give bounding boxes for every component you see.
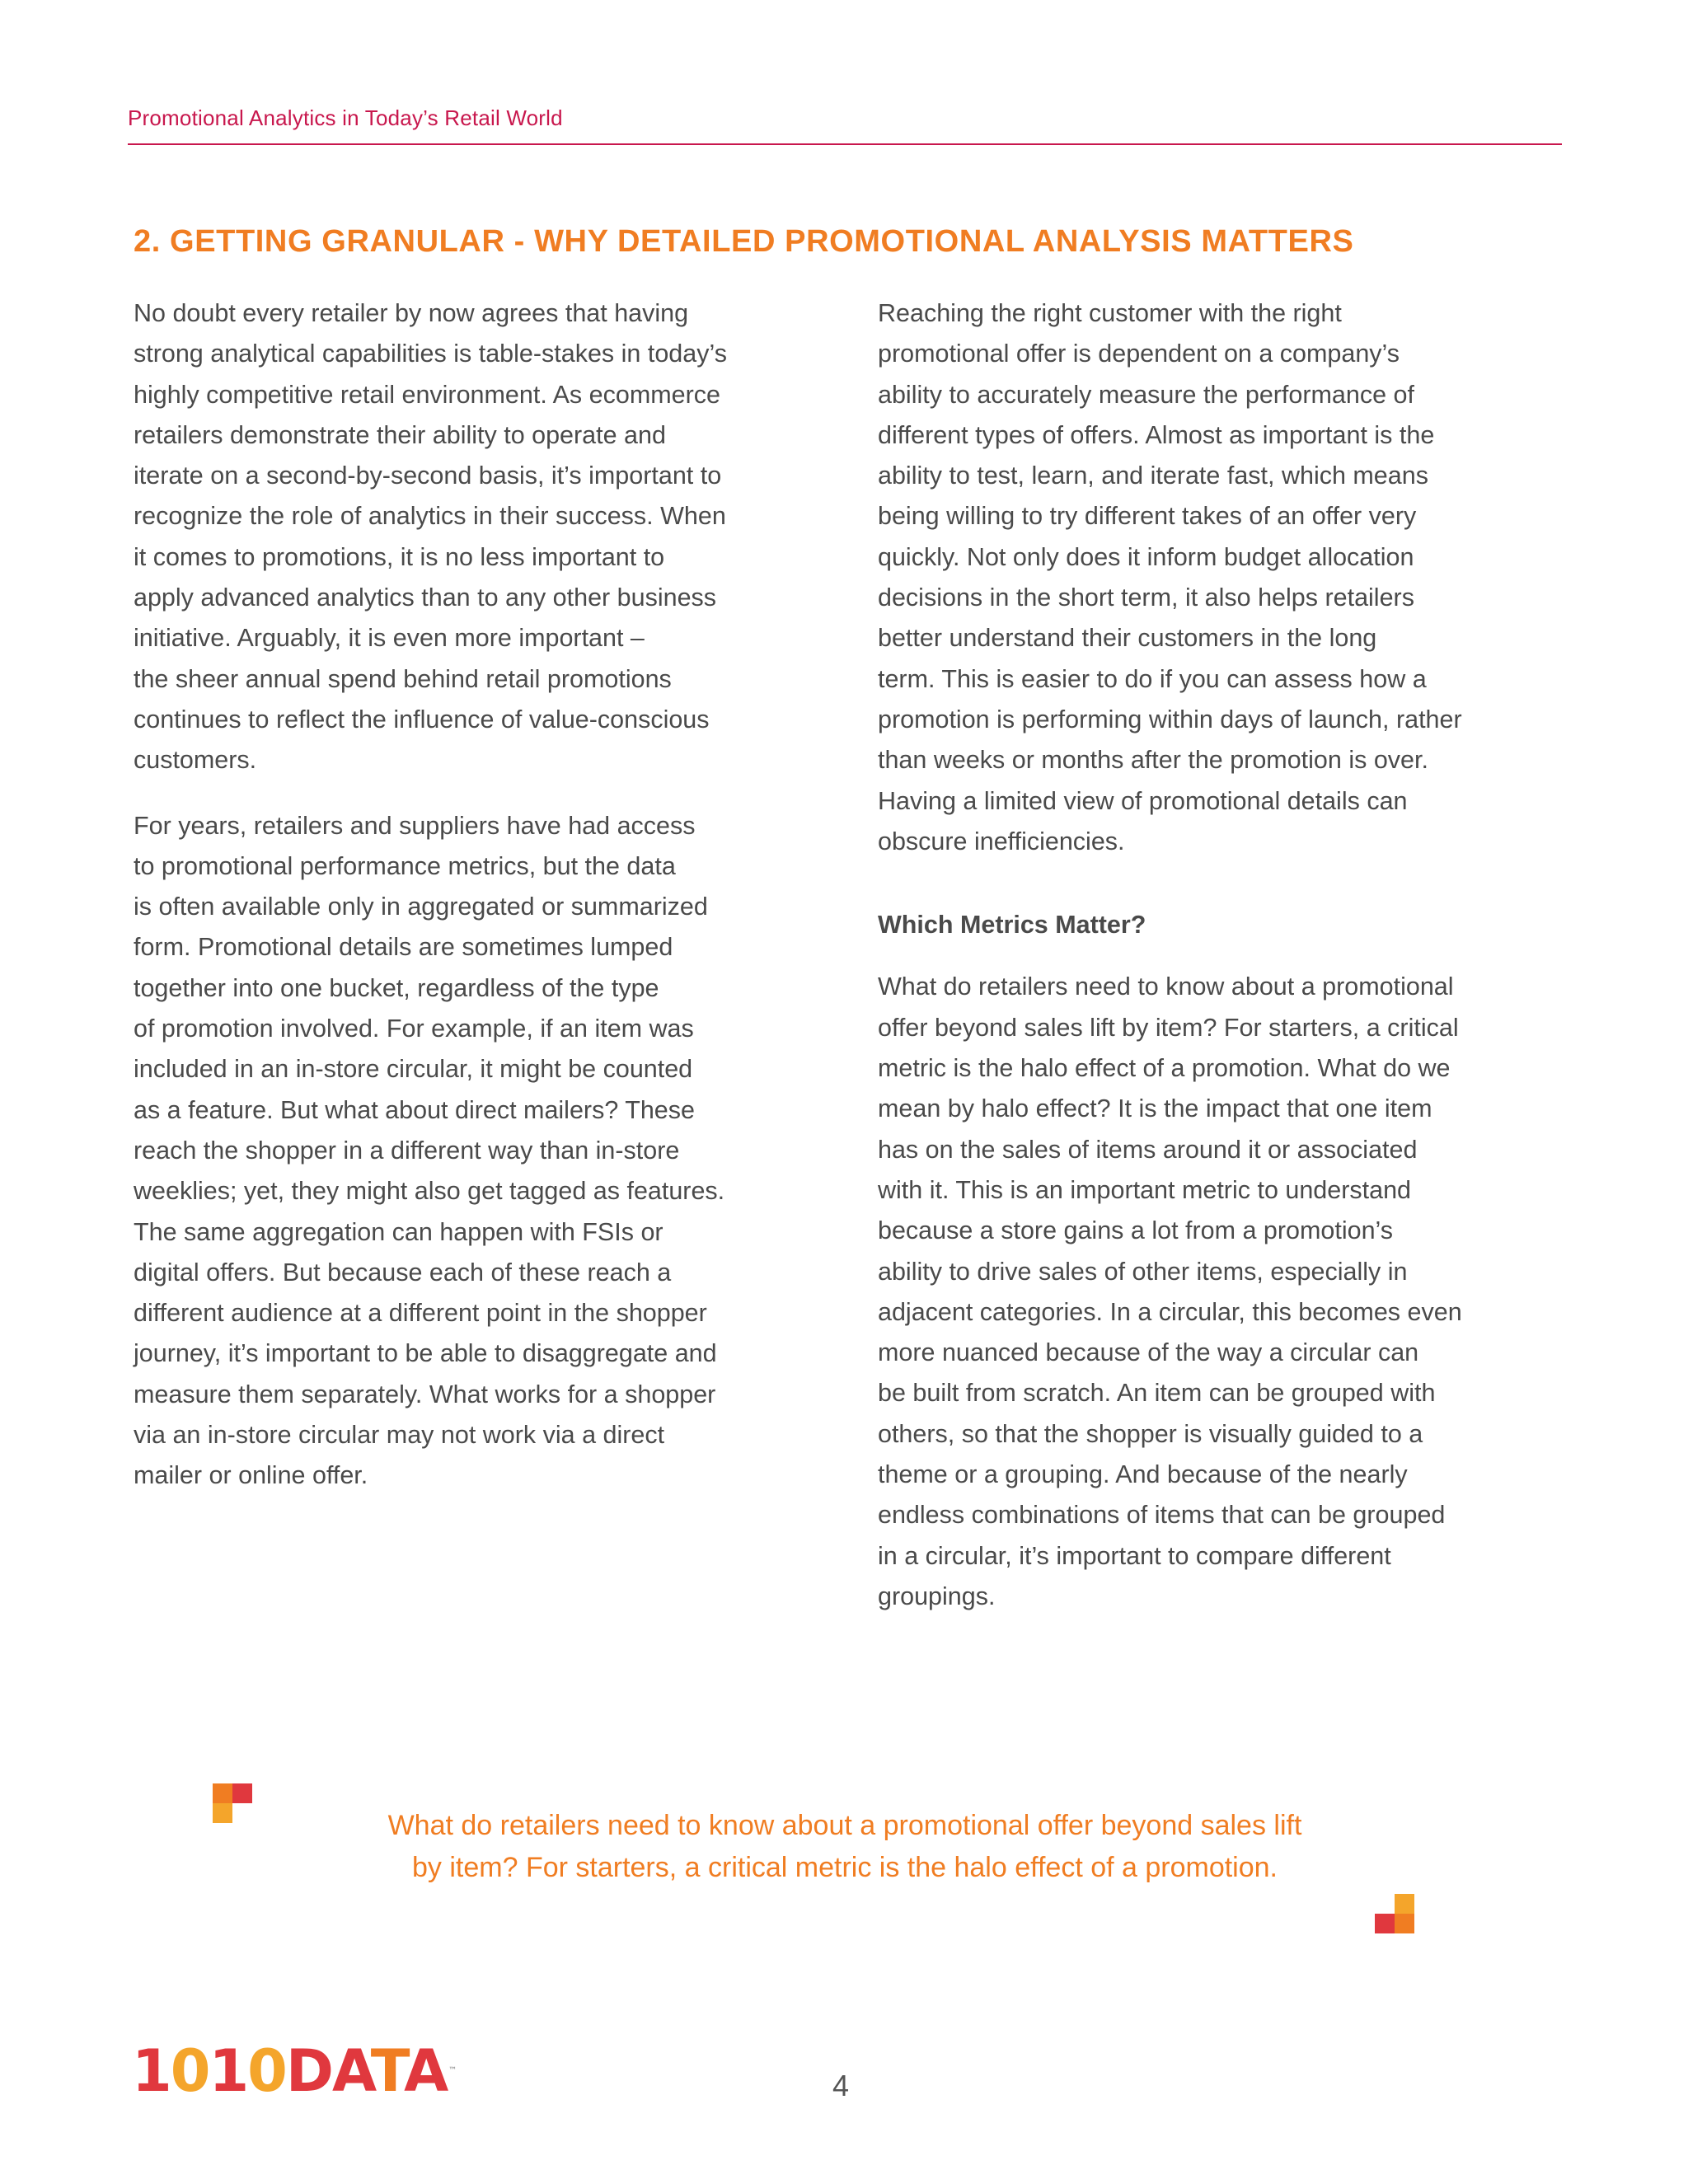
text-line: metric is the halo effect of a promotion. What do we xyxy=(878,1054,1451,1083)
logo-letter: 0 xyxy=(247,2037,286,2105)
text-line: mailer or online offer. xyxy=(134,1461,368,1490)
text-line: as a feature. But what about direct mailers? These xyxy=(134,1095,695,1124)
text-line: mean by halo effect? It is the impact that one item xyxy=(878,1094,1432,1123)
text-line: being willing to try different takes of an offer very xyxy=(878,502,1417,531)
company-logo xyxy=(132,2037,457,2105)
right-paragraph-1 xyxy=(878,293,1574,862)
text-line: Having a limited view of promotional details can xyxy=(878,786,1408,815)
text-line: form. Promotional details are sometimes lumped xyxy=(134,933,673,962)
text-line: measure them separately. What works for a shopper xyxy=(134,1380,716,1408)
page-number: 4 xyxy=(832,2069,850,2102)
text-line: the sheer annual spend behind retail promotions xyxy=(134,664,672,693)
text-line: Reaching the right customer with the right xyxy=(878,299,1342,327)
text-line: better understand their customers in the long xyxy=(878,624,1377,653)
text-line: groupings. xyxy=(878,1582,996,1610)
text-line: weeklies; yet, they might also get tagged as features. xyxy=(134,1177,725,1206)
text-line: theme or a grouping. And because of the nearly xyxy=(878,1460,1408,1489)
text-line: highly competitive retail environment. As ecommerce xyxy=(134,380,720,409)
text-line: The same aggregation can happen with FSIs or xyxy=(134,1217,663,1246)
text-line: together into one bucket, regardless of the type xyxy=(134,973,659,1002)
text-line: What do retailers need to know about a promotional xyxy=(878,972,1454,1001)
text-line: more nuanced because of the way a circular can xyxy=(878,1338,1419,1367)
text-line: different audience at a different point in the shopper xyxy=(134,1299,707,1328)
text-line: adjacent categories. In a circular, this becomes even xyxy=(878,1297,1462,1326)
text-line: retailers demonstrate their ability to operate and xyxy=(134,420,666,449)
running-header: Promotional Analytics in Today’s Retail World xyxy=(128,105,563,130)
text-line: is often available only in aggregated or summarized xyxy=(134,893,708,921)
text-line: recognize the role of analytics in their success. When xyxy=(134,502,726,531)
text-line: What do retailers need to know about a promotional offer beyond sales lift xyxy=(387,1810,1302,1841)
text-line: ability to test, learn, and iterate fast, which means xyxy=(878,462,1428,490)
right-paragraph-2 xyxy=(878,967,1574,1617)
text-line: has on the sales of items around it or associated xyxy=(878,1135,1418,1164)
text-line: via an in-store circular may not work via a direct xyxy=(134,1421,665,1450)
text-line: promotional offer is dependent on a company’s xyxy=(878,340,1400,368)
logo-letter: 0 xyxy=(170,2037,209,2105)
text-line: to promotional performance metrics, but the data xyxy=(134,851,676,880)
text-line: offer beyond sales lift by item? For starters, a critical xyxy=(878,1013,1459,1042)
text-line: with it. This is an important metric to understand xyxy=(878,1175,1411,1204)
text-line: by item? For starters, a critical metric is the halo effect of a promotion. xyxy=(412,1852,1278,1883)
text-line: included in an in-store circular, it might be counted xyxy=(134,1055,693,1084)
header-rule xyxy=(128,143,1562,145)
text-line: customers. xyxy=(134,746,257,775)
logo-letter: A xyxy=(331,2037,371,2105)
trademark-mark: ™ xyxy=(448,2066,457,2075)
text-line: quickly. Not only does it inform budget allocation xyxy=(878,542,1414,571)
text-line: journey, it’s important to be able to disaggregate and xyxy=(134,1339,717,1368)
text-line: iterate on a second-by-second basis, it’s important to xyxy=(134,462,722,490)
text-line: than weeks or months after the promotion is over. xyxy=(878,746,1428,775)
logo-letter: T xyxy=(370,2037,405,2105)
text-line: term. This is easier to do if you can assess how a xyxy=(878,664,1427,693)
text-line: because a store gains a lot from a promotion’s xyxy=(878,1216,1394,1245)
logo-letter: 1 xyxy=(209,2037,248,2105)
section-title: 2. GETTING GRANULAR - WHY DETAILED PROMOTIONAL ANALYSIS MATTERS xyxy=(134,224,1354,259)
text-line: obscure inefficiencies. xyxy=(878,827,1125,855)
text-line: ability to drive sales of other items, especially in xyxy=(878,1257,1408,1286)
text-line: ability to accurately measure the performance of xyxy=(878,380,1414,409)
text-line: continues to reflect the influence of value-conscious xyxy=(134,705,710,733)
left-paragraph-2 xyxy=(134,806,830,1497)
logo-letter: 1 xyxy=(132,2037,171,2105)
logo-letter: D xyxy=(285,2037,332,2105)
text-line: digital offers. But because each of these reach a xyxy=(134,1258,672,1286)
text-line: it comes to promotions, it is no less important to xyxy=(134,542,665,571)
text-line: in a circular, it’s important to compare different xyxy=(878,1541,1391,1570)
right-column xyxy=(878,293,1574,1642)
subheading-which-metrics-matter: Which Metrics Matter? xyxy=(878,911,1146,940)
text-line: decisions in the short term, it also helps retailers xyxy=(878,583,1414,612)
logo-wordmark xyxy=(132,2037,448,2105)
left-paragraph-1 xyxy=(134,293,830,781)
pull-quote xyxy=(206,1805,1484,1889)
text-line: reach the shopper in a different way than in-store xyxy=(134,1136,680,1165)
text-line: initiative. Arguably, it is even more important – xyxy=(134,624,645,653)
text-line: promotion is performing within days of launch, rather xyxy=(878,705,1462,733)
left-column xyxy=(134,293,830,1521)
text-line: No doubt every retailer by now agrees that having xyxy=(134,299,689,327)
logo-letter: A xyxy=(404,2037,448,2105)
text-line: apply advanced analytics than to any other business xyxy=(134,583,717,612)
text-line: strong analytical capabilities is table-stakes in today’s xyxy=(134,340,727,368)
text-line: of promotion involved. For example, if an item was xyxy=(134,1015,694,1043)
text-line: endless combinations of items that can be grouped xyxy=(878,1501,1446,1530)
text-line: For years, retailers and suppliers have had access xyxy=(134,811,696,840)
text-line: different types of offers. Almost as important is the xyxy=(878,420,1435,449)
text-line: others, so that the shopper is visually guided to a xyxy=(878,1419,1423,1448)
text-line: be built from scratch. An item can be grouped with xyxy=(878,1379,1436,1408)
